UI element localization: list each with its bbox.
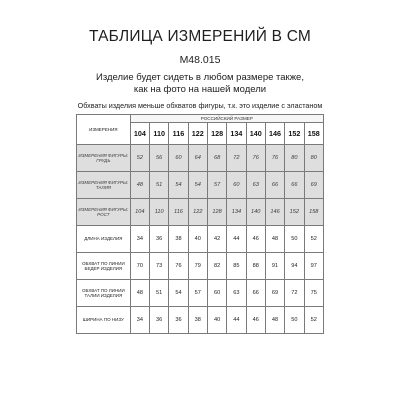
table-cell: 36 <box>169 307 188 334</box>
table-cell: 110 <box>150 199 169 226</box>
table-cell: 50 <box>285 307 304 334</box>
size-header: 128 <box>207 123 226 145</box>
row-label: ДЛИНА ИЗДЕЛИЯ <box>77 226 131 253</box>
table-cell: 51 <box>150 172 169 199</box>
table-cell: 38 <box>169 226 188 253</box>
size-table <box>76 114 324 334</box>
size-header: 152 <box>285 123 304 145</box>
table-cell: 60 <box>169 145 188 172</box>
size-header: 104 <box>130 123 149 145</box>
size-header: 134 <box>227 123 246 145</box>
row-label: ОБХВАТ ПО ЛИНИИ ТАЛИИ ИЗДЕЛИЯ <box>77 280 131 307</box>
table-cell: 46 <box>246 226 265 253</box>
table-cell: 40 <box>207 307 226 334</box>
page-title: ТАБЛИЦА ИЗМЕРЕНИЙ В СМ <box>88 28 312 45</box>
table-cell: 52 <box>304 226 324 253</box>
table-cell: 80 <box>304 145 324 172</box>
table-cell: 128 <box>207 199 226 226</box>
size-header: 116 <box>169 123 188 145</box>
table-cell: 52 <box>304 307 324 334</box>
table-cell: 158 <box>304 199 324 226</box>
table-cell: 75 <box>304 280 324 307</box>
table-cell: 66 <box>246 280 265 307</box>
table-cell: 122 <box>188 199 207 226</box>
size-header: 122 <box>188 123 207 145</box>
table-cell: 54 <box>188 172 207 199</box>
table-row <box>77 226 324 253</box>
table-cell: 34 <box>130 226 149 253</box>
table-cell: 66 <box>265 172 284 199</box>
table-cell: 63 <box>227 280 246 307</box>
table-cell: 48 <box>265 226 284 253</box>
size-header: 158 <box>304 123 324 145</box>
table-cell: 72 <box>227 145 246 172</box>
table-cell: 76 <box>265 145 284 172</box>
size-header: 110 <box>150 123 169 145</box>
table-cell: 48 <box>265 307 284 334</box>
table-cell: 57 <box>207 172 226 199</box>
table-cell: 69 <box>265 280 284 307</box>
table-cell: 104 <box>130 199 149 226</box>
table-cell: 40 <box>188 226 207 253</box>
table-cell: 73 <box>150 253 169 280</box>
table-cell: 60 <box>227 172 246 199</box>
size-header: 140 <box>246 123 265 145</box>
table-row <box>77 307 324 334</box>
table-cell: 69 <box>304 172 324 199</box>
table-cell: 36 <box>150 226 169 253</box>
fit-note: Изделие будет сидеть в любом размере также, как на фото на нашей модели <box>96 72 304 95</box>
table-cell: 44 <box>227 307 246 334</box>
table-cell: 85 <box>227 253 246 280</box>
table-cell: 54 <box>169 280 188 307</box>
table-row <box>77 172 324 199</box>
table-cell: 68 <box>207 145 226 172</box>
row-label: ИЗМЕРЕНИЯ ФИГУРЫ: РОСТ <box>77 199 131 226</box>
table-cell: 146 <box>265 199 284 226</box>
table-cell: 80 <box>285 145 304 172</box>
table-cell: 116 <box>169 199 188 226</box>
table-cell: 88 <box>246 253 265 280</box>
table-cell: 60 <box>207 280 226 307</box>
table-cell: 50 <box>285 226 304 253</box>
table-row <box>77 280 324 307</box>
table-cell: 79 <box>188 253 207 280</box>
table-cell: 51 <box>150 280 169 307</box>
table-cell: 91 <box>265 253 284 280</box>
size-header: 146 <box>265 123 284 145</box>
table-cell: 38 <box>188 307 207 334</box>
row-label: ОБХВАТ ПО ЛИНИИ БЕДЕР ИЗДЕЛИЯ <box>77 253 131 280</box>
table-cell: 76 <box>169 253 188 280</box>
table-cell: 152 <box>285 199 304 226</box>
table-cell: 48 <box>130 172 149 199</box>
table-cell: 57 <box>188 280 207 307</box>
table-cell: 54 <box>169 172 188 199</box>
table-cell: 72 <box>285 280 304 307</box>
table-cell: 48 <box>130 280 149 307</box>
table-cell: 94 <box>285 253 304 280</box>
product-code: M48.015 <box>179 54 221 66</box>
table-cell: 66 <box>285 172 304 199</box>
table-cell: 140 <box>246 199 265 226</box>
row-label: ИЗМЕРЕНИЯ ФИГУРЫ: ТАЛИЯ <box>77 172 131 199</box>
table-cell: 64 <box>188 145 207 172</box>
corner-header: ИЗМЕРЕНИЯ <box>77 115 131 145</box>
table-cell: 63 <box>246 172 265 199</box>
row-label: ИЗМЕРЕНИЯ ФИГУРЫ: ГРУДЬ <box>77 145 131 172</box>
table-cell: 52 <box>130 145 149 172</box>
size-group-header: РОССИЙСКИЙ РАЗМЕР <box>130 115 323 123</box>
table-cell: 82 <box>207 253 226 280</box>
table-row <box>77 199 324 226</box>
table-cell: 56 <box>150 145 169 172</box>
table-cell: 70 <box>130 253 149 280</box>
table-cell: 44 <box>227 226 246 253</box>
row-label: ШИРИНА ПО НИЗУ <box>77 307 131 334</box>
table-cell: 34 <box>130 307 149 334</box>
table-row <box>77 253 324 280</box>
table-row <box>77 145 324 172</box>
table-cell: 36 <box>150 307 169 334</box>
table-cell: 46 <box>246 307 265 334</box>
table-cell: 42 <box>207 226 226 253</box>
table-cell: 76 <box>246 145 265 172</box>
table-cell: 134 <box>227 199 246 226</box>
table-cell: 97 <box>304 253 324 280</box>
elastane-note: Обхваты изделия меньше обхватов фигуры, т.к. это изделие с эластаном <box>77 101 323 110</box>
